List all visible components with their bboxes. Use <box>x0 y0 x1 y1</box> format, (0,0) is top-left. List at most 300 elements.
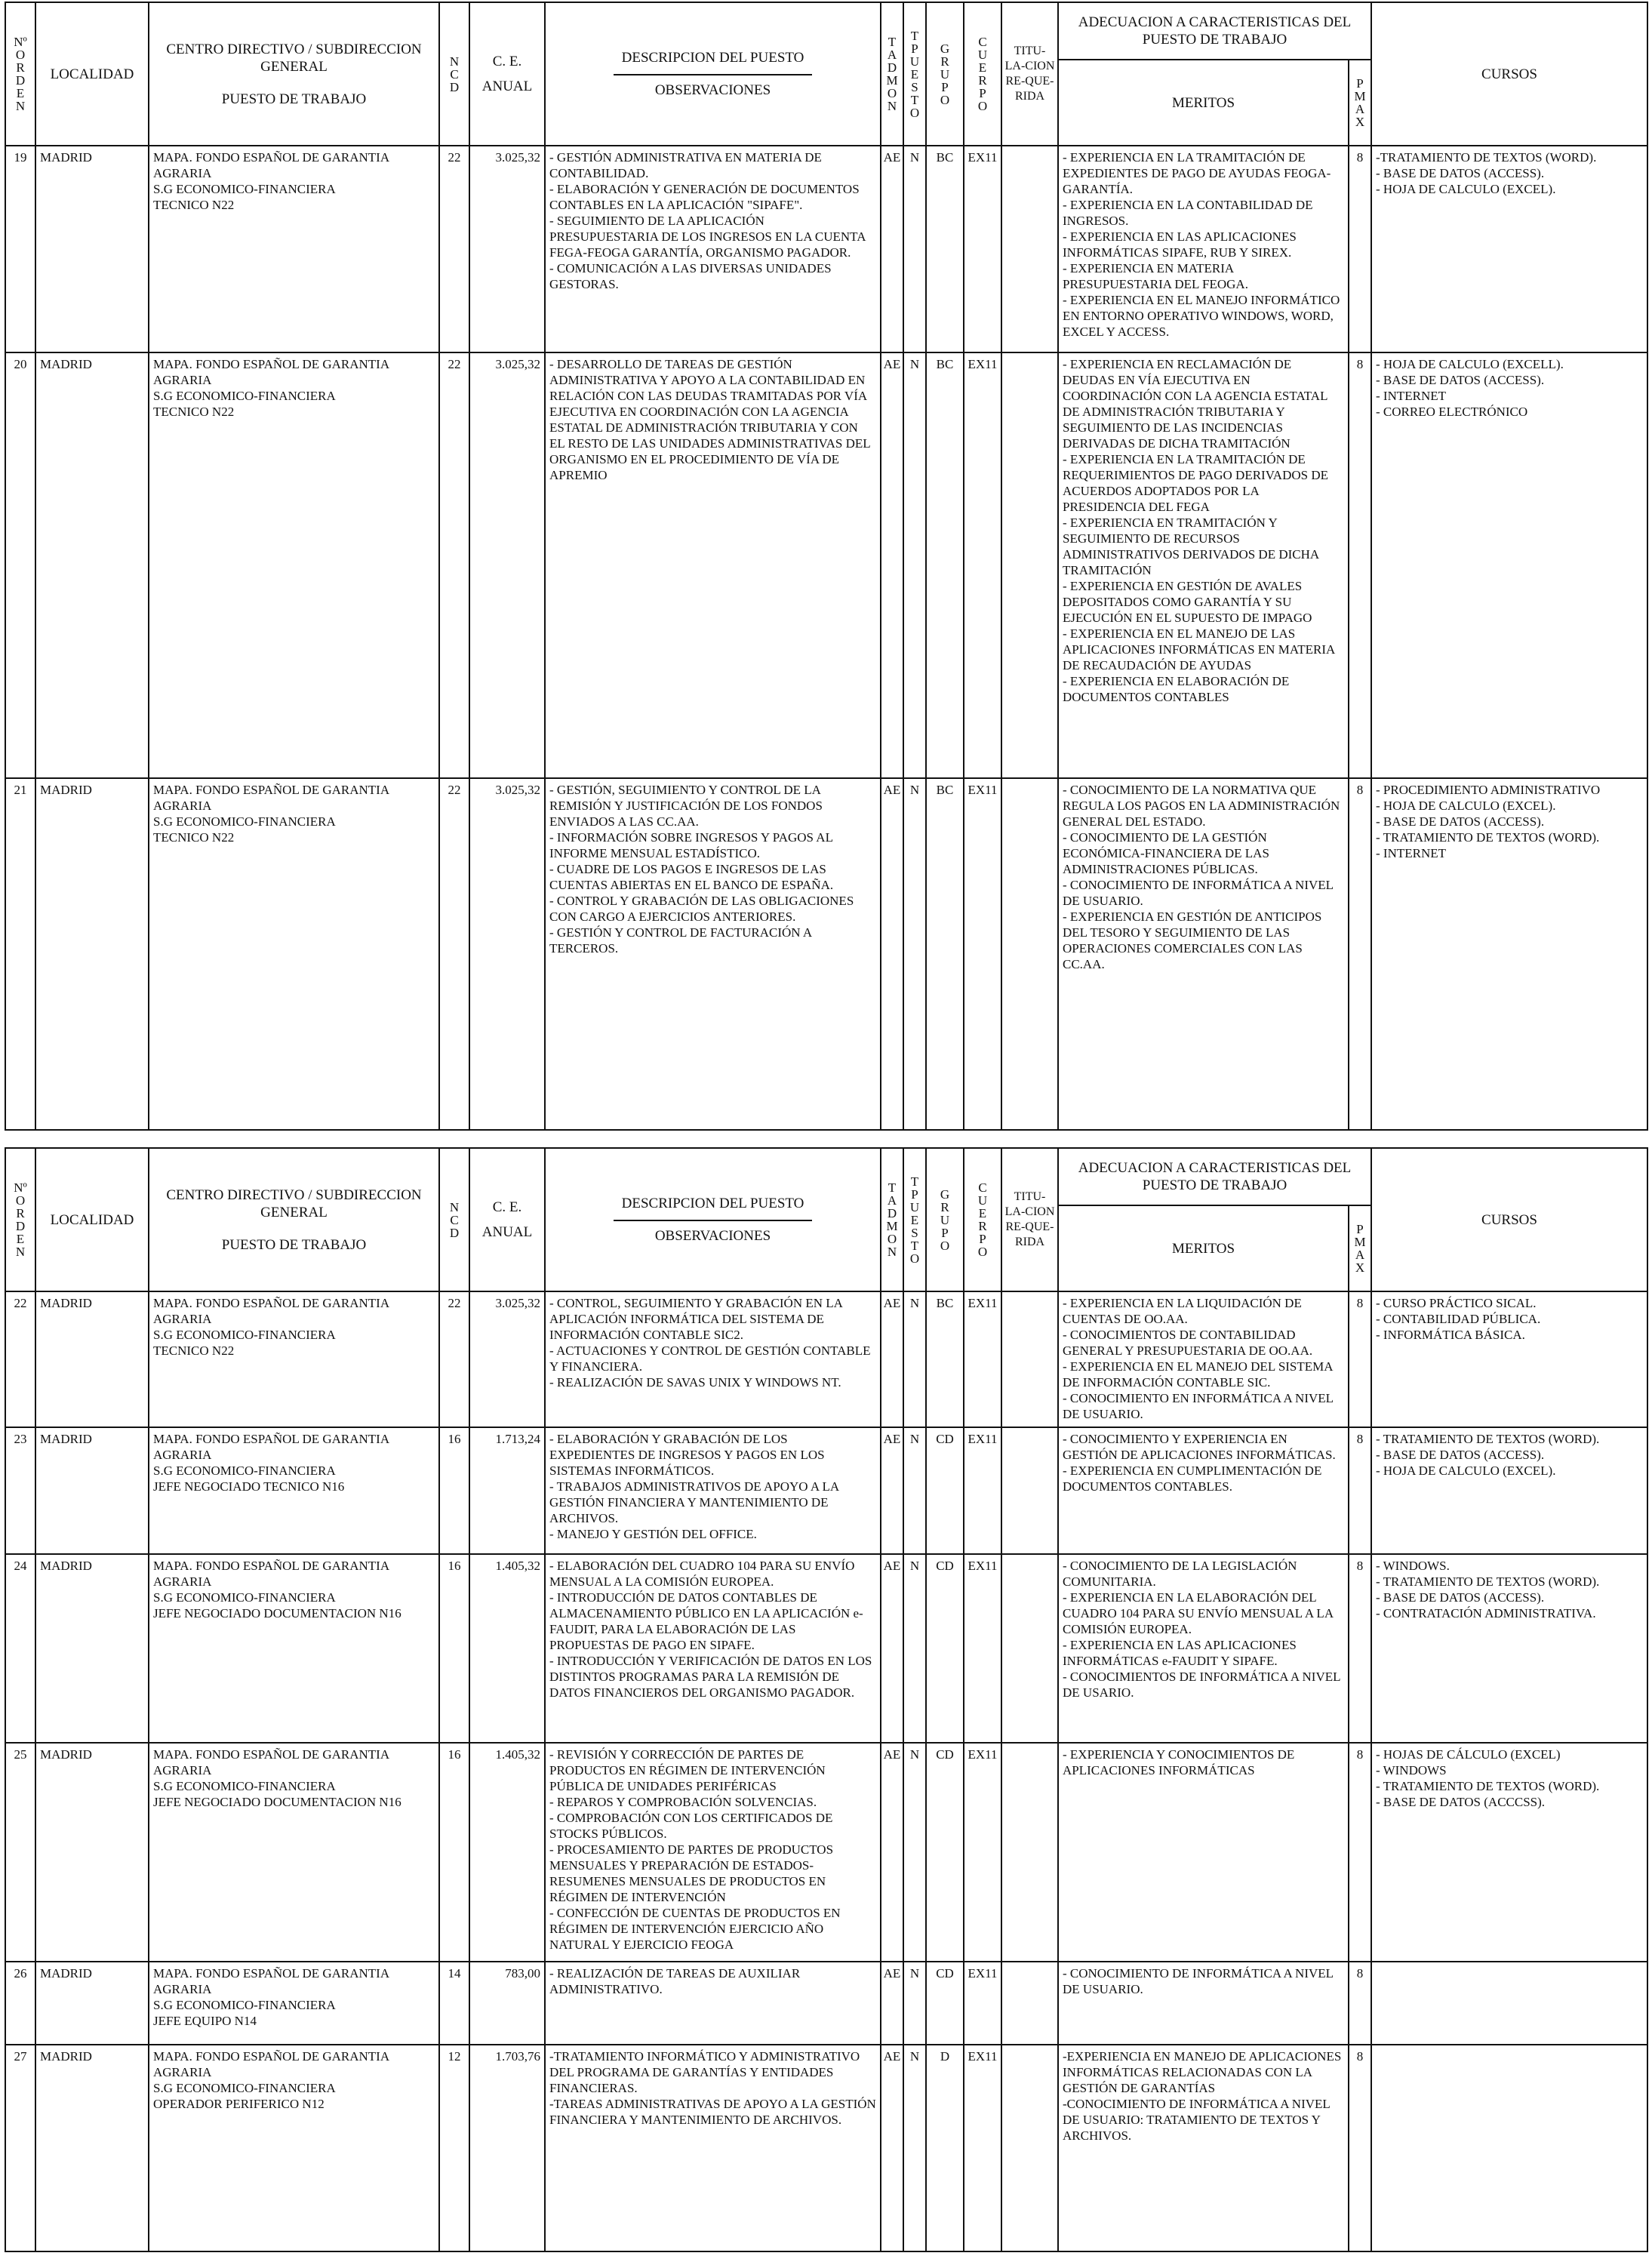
descripcion-cell-line: - CONFECCIÓN DE CUENTAS DE PRODUCTOS EN RÉGIMEN DE INTERVENCIÓN EJERCICIO AÑO NATURAL Y EJERCICIO FEOGA <box>549 1906 841 1952</box>
meritos-cell <box>1058 352 1349 778</box>
cursos-cell-line: -TRATAMIENTO DE TEXTOS (WORD). <box>1376 150 1597 165</box>
centro-cell-line: JEFE NEGOCIADO TECNICO N16 <box>153 1479 345 1494</box>
header-letter: P <box>911 41 918 56</box>
header-letter: X <box>1355 115 1365 129</box>
centro-cell-line: S.G ECONOMICO-FINANCIERA <box>153 389 336 403</box>
col-pmax <box>1349 1205 1371 1291</box>
orden-cell: 20 <box>5 352 35 778</box>
localidad-cell: MADRID <box>35 146 149 352</box>
localidad-cell: MADRID <box>35 1743 149 1962</box>
cursos-cell-line: - HOJA DE CALCULO (EXCEL). <box>1376 1463 1556 1478</box>
cursos-cell-line: - CONTABILIDAD PÚBLICA. <box>1376 1312 1541 1326</box>
header-rule <box>614 1220 811 1221</box>
centro-cell-line: MAPA. FONDO ESPAÑOL DE GARANTIA AGRARIA <box>153 150 389 180</box>
col-ce-sub: ANUAL <box>481 78 533 94</box>
grupo-cell: D <box>926 2045 964 2251</box>
ce-cell: 783,00 <box>469 1962 545 2045</box>
header-letter: Nº <box>14 1180 27 1195</box>
centro-cell-line: S.G ECONOMICO-FINANCIERA <box>153 1779 336 1793</box>
cursos-cell-line: - BASE DE DATOS (ACCCSS). <box>1376 1795 1546 1809</box>
cursos-cell <box>1371 1554 1647 1743</box>
meritos-cell <box>1058 778 1349 1130</box>
meritos-cell-line: - CONOCIMIENTO Y EXPERIENCIA EN GESTIÓN DE APLICACIONES INFORMÁTICAS. <box>1063 1432 1336 1462</box>
descripcion-cell <box>545 1291 881 1427</box>
centro-cell <box>149 352 439 778</box>
header-letter: M <box>1354 1235 1366 1249</box>
cursos-cell-line: - HOJA DE CALCULO (EXCEL). <box>1376 182 1556 196</box>
header-letter: R <box>16 1206 25 1220</box>
meritos-cell-line: - EXPERIENCIA EN MATERIA PRESUPUESTARIA DEL FEOGA. <box>1063 261 1248 291</box>
centro-cell-line: MAPA. FONDO ESPAÑOL DE GARANTIA AGRARIA <box>153 357 389 387</box>
descripcion-cell <box>545 146 881 352</box>
header-letter: U <box>909 54 920 69</box>
cursos-cell-line: - HOJA DE CALCULO (EXCEL). <box>1376 799 1556 813</box>
col-ncd <box>439 2 469 146</box>
ncd-cell: 16 <box>439 1427 469 1554</box>
descripcion-cell-line: - TRABAJOS ADMINISTRATIVOS DE APOYO A LA GESTIÓN FINANCIERA Y MANTENIMIENTO DE ARCHIVOS. <box>549 1479 839 1525</box>
orden-cell: 26 <box>5 1962 35 2045</box>
cursos-cell-line: - WINDOWS <box>1376 1763 1447 1777</box>
cursos-cell <box>1371 146 1647 352</box>
header-letter: X <box>1355 1260 1365 1275</box>
cursos-cell-line: - TRATAMIENTO DE TEXTOS (WORD). <box>1376 1779 1600 1793</box>
tp-cell: N <box>903 1554 926 1743</box>
descripcion-cell-line: - MANEJO Y GESTIÓN DEL OFFICE. <box>549 1527 757 1541</box>
meritos-cell <box>1058 1554 1349 1743</box>
meritos-cell-line: - EXPERIENCIA EN LA LIQUIDACIÓN DE CUENTAS DE OO.AA. <box>1063 1296 1302 1326</box>
descripcion-cell <box>545 352 881 778</box>
header-letter: A <box>1355 102 1365 116</box>
ce-cell: 1.713,24 <box>469 1427 545 1554</box>
descripcion-cell-line: - REVISIÓN Y CORRECCIÓN DE PARTES DE PRODUCTOS EN RÉGIMEN DE INTERVENCIÓN PÚBLICA DE UNIDADES PERIFÉRICAS <box>549 1747 826 1793</box>
col-centro-title: CENTRO DIRECTIVO / SUBDIRECCION GENERAL <box>166 41 422 75</box>
col-descripcion <box>545 2 881 146</box>
descripcion-cell-line: - INFORMACIÓN SOBRE INGRESOS Y PAGOS AL INFORME MENSUAL ESTADÍSTICO. <box>549 830 833 860</box>
cuerpo-cell: EX11 <box>964 146 1001 352</box>
descripcion-cell-line: - CUADRE DE LOS PAGOS E INGRESOS DE LAS CUENTAS ABIERTAS EN EL BANCO DE ESPAÑA. <box>549 862 834 892</box>
cuerpo-cell: EX11 <box>964 352 1001 778</box>
descripcion-cell-line: - GESTIÓN Y CONTROL DE FACTURACIÓN A TERCEROS. <box>549 925 812 956</box>
ncd-cell: 14 <box>439 1962 469 2045</box>
header-rule <box>614 74 811 75</box>
grupo-cell: CD <box>926 1962 964 2045</box>
header-letter: O <box>940 1238 950 1253</box>
orden-cell: 27 <box>5 2045 35 2251</box>
col-centro <box>149 2 439 146</box>
meritos-cell-line: - EXPERIENCIA EN EL MANEJO DE LAS APLICACIONES INFORMÁTICAS EN MATERIA DE RECAUDACIÓN DE AYUDAS <box>1063 626 1335 672</box>
adm-cell: AE <box>881 146 903 352</box>
meritos-cell-line: - CONOCIMIENTO DE LA LEGISLACIÓN COMUNITARIA. <box>1063 1559 1297 1589</box>
descripcion-cell-line: - COMUNICACIÓN A LAS DIVERSAS UNIDADES GESTORAS. <box>549 261 832 291</box>
cursos-cell-line: - TRATAMIENTO DE TEXTOS (WORD). <box>1376 1432 1600 1446</box>
descripcion-cell-line: - DESARROLLO DE TAREAS DE GESTIÓN ADMINISTRATIVA Y APOYO A LA CONTABILIDAD EN RELACIÓN CON LAS DEUDAS TRAMITADAS POR VÍA EJECUTIVA EN COORDINACIÓN CON LA AGENCIA ESTATAL DE ADMINISTRACIÓN TRIBUTARIA Y CON EL RESTO DE LAS UNIDADES ADMINISTRATIVAS DEL ORGANISMO EN EL PROCEDIMIENTO DE VÍA DE APREMIO <box>549 357 871 482</box>
centro-cell-line: MAPA. FONDO ESPAÑOL DE GARANTIA AGRARIA <box>153 1432 389 1462</box>
meritos-cell-line: - EXPERIENCIA EN LA TRAMITACIÓN DE REQUERIMIENTOS DE PAGO DERIVADOS DE ACUERDOS ADOPTADOS POR LA PRESIDENCIA DEL FEGA <box>1063 452 1328 514</box>
positions-table-2 <box>5 1147 1648 2252</box>
header-letter: O <box>15 1193 26 1208</box>
header-letter: E <box>910 1212 919 1227</box>
cursos-cell-line: - CURSO PRÁCTICO SICAL. <box>1376 1296 1537 1310</box>
header-letter: N <box>887 99 897 113</box>
descripcion-cell-line: - INTRODUCCIÓN Y VERIFICACIÓN DE DATOS EN LOS DISTINTOS PROGRAMAS PARA LA REMISIÓN DE DATOS FINANCIEROS DEL ORGANISMO PAGADOR. <box>549 1654 872 1700</box>
header-letter: N <box>15 1245 26 1259</box>
col-titulacion: TITU-LA-CION RE-QUE-RIDA <box>1001 2 1058 146</box>
centro-cell <box>149 1427 439 1554</box>
centro-cell-line: S.G ECONOMICO-FINANCIERA <box>153 1998 336 2012</box>
titulacion-cell <box>1001 146 1058 352</box>
localidad-cell: MADRID <box>35 778 149 1130</box>
descripcion-cell <box>545 1554 881 1743</box>
col-desc-sub: OBSERVACIONES <box>654 1228 771 1244</box>
meritos-cell-line: - EXPERIENCIA EN ELABORACIÓN DE DOCUMENTOS CONTABLES <box>1063 674 1290 704</box>
descripcion-cell <box>545 2045 881 2251</box>
ce-cell: 3.025,32 <box>469 352 545 778</box>
table-row <box>5 2045 1647 2251</box>
meritos-cell <box>1058 1743 1349 1962</box>
table-row <box>5 1743 1647 1962</box>
cursos-cell-line: - BASE DE DATOS (ACCESS). <box>1376 1590 1545 1605</box>
header-letter: D <box>15 73 26 88</box>
header-letter: P <box>1356 76 1364 91</box>
header-letter: N <box>15 99 26 113</box>
centro-cell <box>149 146 439 352</box>
header-letter: R <box>940 1199 949 1214</box>
col-orden <box>5 1148 35 1291</box>
cursos-cell-line: - CORREO ELECTRÓNICO <box>1376 405 1528 419</box>
descripcion-cell-line: - ACTUACIONES Y CONTROL DE GESTIÓN CONTABLE Y FINANCIERA. <box>549 1343 871 1374</box>
col-adecuacion: ADECUACION A CARACTERISTICAS DEL PUESTO DE TRABAJO <box>1058 2 1371 60</box>
header-letter: C <box>450 1212 459 1227</box>
centro-cell <box>149 1291 439 1427</box>
table-header <box>5 2 1647 146</box>
pmax-cell: 8 <box>1349 146 1371 352</box>
col-orden <box>5 2 35 146</box>
tp-cell: N <box>903 146 926 352</box>
descripcion-cell-line: - REPAROS Y COMPROBACIÓN SOLVENCIAS. <box>549 1795 817 1809</box>
header-letter: C <box>978 1180 987 1195</box>
meritos-cell-line: - EXPERIENCIA EN CUMPLIMENTACIÓN DE DOCUMENTOS CONTABLES. <box>1063 1463 1322 1494</box>
cursos-cell-line: - BASE DE DATOS (ACCESS). <box>1376 373 1545 387</box>
titulacion-cell <box>1001 1962 1058 2045</box>
cursos-cell-line: - BASE DE DATOS (ACCESS). <box>1376 166 1545 180</box>
col-puesto-title: PUESTO DE TRABAJO <box>221 1236 367 1253</box>
adm-cell: AE <box>881 1291 903 1427</box>
descripcion-cell-line: - CONTROL, SEGUIMIENTO Y GRABACIÓN EN LA APLICACIÓN INFORMÁTICA DEL SISTEMA DE INFORMACIÓN CONTABLE SIC2. <box>549 1296 842 1342</box>
localidad-cell: MADRID <box>35 1554 149 1743</box>
header-letter: U <box>940 66 950 82</box>
ce-cell: 1.405,32 <box>469 1554 545 1743</box>
orden-cell: 22 <box>5 1291 35 1427</box>
header-letter: D <box>449 1225 460 1240</box>
table-row <box>5 1291 1647 1427</box>
descripcion-cell <box>545 1962 881 2045</box>
centro-cell-line: JEFE EQUIPO N14 <box>153 2014 257 2028</box>
header-letter: D <box>887 60 897 75</box>
table-row <box>5 146 1647 352</box>
header-letter: O <box>887 86 897 100</box>
header-letter: P <box>979 86 986 100</box>
titulacion-cell <box>1001 2045 1058 2251</box>
header-letter: T <box>910 28 919 43</box>
header-letter: D <box>15 1219 26 1233</box>
col-cuerpo <box>964 1148 1001 1291</box>
centro-cell-line: JEFE NEGOCIADO DOCUMENTACION N16 <box>153 1795 401 1809</box>
table-header <box>5 1148 1647 1291</box>
col-titulacion: TITU-LA-CION RE-QUE-RIDA <box>1001 1148 1058 1291</box>
descripcion-cell-line: - GESTIÓN ADMINISTRATIVA EN MATERIA DE CONTABILIDAD. <box>549 150 822 180</box>
col-tadmon <box>881 2 903 146</box>
col-desc-title: DESCRIPCION DEL PUESTO <box>621 50 804 66</box>
ce-cell: 1.703,76 <box>469 2045 545 2251</box>
centro-cell-line: TECNICO N22 <box>153 405 235 419</box>
cursos-cell-line: - WINDOWS. <box>1376 1559 1450 1573</box>
header-letter: N <box>449 1199 460 1214</box>
ncd-cell: 16 <box>439 1554 469 1743</box>
tp-cell: N <box>903 2045 926 2251</box>
centro-cell <box>149 2045 439 2251</box>
header-letter: N <box>449 54 460 69</box>
col-centro-title: CENTRO DIRECTIVO / SUBDIRECCION GENERAL <box>166 1186 422 1220</box>
col-desc-title: DESCRIPCION DEL PUESTO <box>621 1196 804 1211</box>
header-letter: R <box>978 1219 987 1233</box>
header-letter: P <box>1356 1222 1364 1236</box>
centro-cell-line: S.G ECONOMICO-FINANCIERA <box>153 182 336 196</box>
tp-cell: N <box>903 1962 926 2045</box>
cursos-cell-line: - INFORMÁTICA BÁSICA. <box>1376 1328 1525 1342</box>
col-desc-sub: OBSERVACIONES <box>654 82 771 98</box>
header-letter: G <box>940 1186 950 1202</box>
adm-cell: AE <box>881 1427 903 1554</box>
localidad-cell: MADRID <box>35 352 149 778</box>
grupo-cell: BC <box>926 1291 964 1427</box>
centro-cell-line: S.G ECONOMICO-FINANCIERA <box>153 1590 336 1605</box>
cursos-cell <box>1371 1743 1647 1962</box>
header-letter: T <box>910 92 919 107</box>
header-letter: C <box>450 66 459 82</box>
centro-cell <box>149 1743 439 1962</box>
centro-cell <box>149 778 439 1130</box>
cuerpo-cell: EX11 <box>964 1554 1001 1743</box>
meritos-cell-line: - EXPERIENCIA EN RECLAMACIÓN DE DEUDAS EN VÍA EJECUTIVA EN COORDINACIÓN CON LA AGENCIA ESTATAL DE ADMINISTRACIÓN TRIBUTARIA Y SEGUIMIENTO DE LAS INCIDENCIAS DERIVADAS DE DICHA TRAMITACIÓN <box>1063 357 1327 451</box>
centro-cell-line: MAPA. FONDO ESPAÑOL DE GARANTIA AGRARIA <box>153 1559 389 1589</box>
localidad-cell: MADRID <box>35 1291 149 1427</box>
centro-cell-line: TECNICO N22 <box>153 830 235 845</box>
table-row <box>5 778 1647 1130</box>
positions-table-1 <box>5 2 1648 1131</box>
table-row <box>5 1554 1647 1743</box>
localidad-cell: MADRID <box>35 1962 149 2045</box>
col-centro <box>149 1148 439 1291</box>
header-letter: E <box>16 1232 25 1246</box>
meritos-cell-line: - CONOCIMIENTO EN INFORMÁTICA A NIVEL DE USUARIO. <box>1063 1391 1334 1421</box>
meritos-cell-line: - CONOCIMIENTO DE INFORMÁTICA A NIVEL DE USUARIO. <box>1063 1966 1334 1996</box>
descripcion-cell-line: - COMPROBACIÓN CON LOS CERTIFICADOS DE STOCKS PÚBLICOS. <box>549 1811 833 1841</box>
col-puesto-title: PUESTO DE TRABAJO <box>221 91 367 107</box>
cursos-cell-line: - TRATAMIENTO DE TEXTOS (WORD). <box>1376 1574 1600 1589</box>
header-letter: E <box>978 60 987 75</box>
table-row <box>5 1962 1647 2045</box>
header-letter: E <box>910 66 919 82</box>
grupo-cell: CD <box>926 1427 964 1554</box>
header-letter: M <box>1354 89 1366 103</box>
col-localidad: LOCALIDAD <box>35 2 149 146</box>
grupo-cell: BC <box>926 352 964 778</box>
pmax-cell: 8 <box>1349 352 1371 778</box>
descripcion-cell-line: - ELABORACIÓN DEL CUADRO 104 PARA SU ENVÍO MENSUAL A LA COMISIÓN EUROPEA. <box>549 1559 855 1589</box>
meritos-cell-line: - EXPERIENCIA EN LAS APLICACIONES INFORMÁTICAS e-FAUDIT Y SIPAFE. <box>1063 1638 1297 1668</box>
centro-cell-line: JEFE NEGOCIADO DOCUMENTACION N16 <box>153 1606 401 1620</box>
descripcion-cell-line: -TAREAS ADMINISTRATIVAS DE APOYO A LA GESTIÓN FINANCIERA Y MANTENIMIENTO DE ARCHIVOS. <box>549 2097 876 2127</box>
centro-cell <box>149 1554 439 1743</box>
ncd-cell: 16 <box>439 1743 469 1962</box>
meritos-cell-line: - CONOCIMIENTOS DE INFORMÁTICA A NIVEL DE USARIO. <box>1063 1670 1340 1700</box>
cursos-cell-line: - CONTRATACIÓN ADMINISTRATIVA. <box>1376 1606 1596 1620</box>
header-letter: A <box>1355 1248 1365 1262</box>
centro-cell-line: OPERADOR PERIFERICO N12 <box>153 2097 325 2111</box>
meritos-cell-line: - EXPERIENCIA EN EL MANEJO INFORMÁTICO EN ENTORNO OPERATIVO WINDOWS, WORD, EXCEL Y ACCESS. <box>1063 293 1340 339</box>
header-letter: P <box>941 79 949 94</box>
header-letter: O <box>15 48 26 62</box>
cursos-cell <box>1371 1962 1647 2045</box>
table-body <box>5 1291 1647 2251</box>
header-letter: Nº <box>14 35 27 49</box>
cursos-cell <box>1371 778 1647 1130</box>
header-letter: D <box>887 1206 897 1220</box>
grupo-cell: CD <box>926 1554 964 1743</box>
meritos-cell-line: - EXPERIENCIA EN LA TRAMITACIÓN DE EXPEDIENTES DE PAGO DE AYUDAS FEOGA-GARANTÍA. <box>1063 150 1331 196</box>
tp-cell: N <box>903 1743 926 1962</box>
grupo-cell: BC <box>926 146 964 352</box>
pmax-cell: 8 <box>1349 1962 1371 2045</box>
cursos-cell <box>1371 352 1647 778</box>
col-ce <box>469 2 545 146</box>
header-letter: R <box>940 54 949 69</box>
cursos-cell <box>1371 2045 1647 2251</box>
meritos-cell-line: - EXPERIENCIA EN LA ELABORACIÓN DEL CUADRO 104 PARA SU ENVÍO MENSUAL A LA COMISIÓN EUROPEA. <box>1063 1590 1334 1636</box>
col-ce-sub: ANUAL <box>481 1224 533 1240</box>
header-letter: O <box>940 92 950 107</box>
meritos-cell-line: -CONOCIMIENTO DE INFORMÁTICA A NIVEL DE USUARIO: TRATAMIENTO DE TEXTOS Y ARCHIVOS. <box>1063 2097 1331 2143</box>
header-letter: O <box>909 1251 920 1266</box>
ncd-cell: 22 <box>439 778 469 1130</box>
col-ce <box>469 1148 545 1291</box>
meritos-cell-line: - EXPERIENCIA EN LAS APLICACIONES INFORMÁTICAS SIPAFE, RUB Y SIREX. <box>1063 229 1297 260</box>
descripcion-cell <box>545 1427 881 1554</box>
meritos-cell <box>1058 2045 1349 2251</box>
adm-cell: AE <box>881 1962 903 2045</box>
descripcion-cell-line: - PROCESAMIENTO DE PARTES DE PRODUCTOS MENSUALES Y PREPARACIÓN DE ESTADOS-RESUMENES MENSUALES DE PRODUCTOS EN RÉGIMEN DE INTERVENCIÓN <box>549 1842 834 1904</box>
adm-cell: AE <box>881 1743 903 1962</box>
tp-cell: N <box>903 1291 926 1427</box>
ce-cell: 3.025,32 <box>469 146 545 352</box>
centro-cell-line: S.G ECONOMICO-FINANCIERA <box>153 1463 336 1478</box>
col-pmax <box>1349 60 1371 146</box>
pmax-cell: 8 <box>1349 1743 1371 1962</box>
meritos-cell-line: - EXPERIENCIA Y CONOCIMIENTOS DE APLICACIONES INFORMÁTICAS <box>1063 1747 1295 1777</box>
centro-cell-line: MAPA. FONDO ESPAÑOL DE GARANTIA AGRARIA <box>153 783 389 813</box>
orden-cell: 21 <box>5 778 35 1130</box>
tp-cell: N <box>903 778 926 1130</box>
meritos-cell-line: - CONOCIMIENTO DE LA NORMATIVA QUE REGULA LOS PAGOS EN LA ADMINISTRACIÓN GENERAL DEL ESTADO. <box>1063 783 1340 829</box>
header-letter: P <box>911 1186 918 1202</box>
col-tpuesto <box>903 1148 926 1291</box>
adm-cell: AE <box>881 352 903 778</box>
cuerpo-cell: EX11 <box>964 2045 1001 2251</box>
header-letter: E <box>16 86 25 100</box>
col-grupo <box>926 1148 964 1291</box>
meritos-cell-line: - CONOCIMIENTO DE INFORMÁTICA A NIVEL DE USUARIO. <box>1063 878 1334 908</box>
pmax-cell: 8 <box>1349 2045 1371 2251</box>
ncd-cell: 12 <box>439 2045 469 2251</box>
header-letter: S <box>911 1225 918 1240</box>
meritos-cell <box>1058 1962 1349 2045</box>
header-letter: O <box>977 99 988 113</box>
ce-cell: 3.025,32 <box>469 1291 545 1427</box>
col-cuerpo <box>964 2 1001 146</box>
pmax-cell: 8 <box>1349 778 1371 1130</box>
descripcion-cell-line: - SEGUIMIENTO DE LA APLICACIÓN PRESUPUESTARIA DE LOS INGRESOS EN LA CUENTA FEGA-FEOGA GARANTÍA, ORGANISMO PAGADOR. <box>549 214 866 260</box>
titulacion-cell <box>1001 1554 1058 1743</box>
header-letter: O <box>887 1232 897 1246</box>
cuerpo-cell: EX11 <box>964 1291 1001 1427</box>
localidad-cell: MADRID <box>35 1427 149 1554</box>
meritos-cell <box>1058 1427 1349 1554</box>
meritos-cell-line: - CONOCIMIENTO DE LA GESTIÓN ECONÓMICA-FINANCIERA DE LAS ADMINISTRACIONES PÚBLICAS. <box>1063 830 1269 876</box>
header-letter: U <box>977 1193 988 1208</box>
tp-cell: N <box>903 352 926 778</box>
header-letter: T <box>910 1238 919 1253</box>
header-letter: E <box>978 1206 987 1220</box>
descripcion-cell <box>545 1743 881 1962</box>
descripcion-cell-line: - REALIZACIÓN DE SAVAS UNIX Y WINDOWS NT. <box>549 1375 841 1390</box>
titulacion-cell <box>1001 1427 1058 1554</box>
table-body <box>5 146 1647 1130</box>
cursos-cell-line: - PROCEDIMIENTO ADMINISTRATIVO <box>1376 783 1601 797</box>
centro-cell <box>149 1962 439 2045</box>
col-localidad: LOCALIDAD <box>35 1148 149 1291</box>
header-letter: U <box>909 1199 920 1214</box>
ce-cell: 3.025,32 <box>469 778 545 1130</box>
adm-cell: AE <box>881 1554 903 1743</box>
meritos-cell-line: - EXPERIENCIA EN GESTIÓN DE AVALES DEPOSITADOS COMO GARANTÍA Y SU EJECUCIÓN EN EL SUPUESTO DE IMPAGO <box>1063 579 1312 625</box>
header-letter: P <box>979 1232 986 1246</box>
header-letter: D <box>449 79 460 94</box>
descripcion-cell-line: - GESTIÓN, SEGUIMIENTO Y CONTROL DE LA REMISIÓN Y JUSTIFICACIÓN DE LOS FONDOS ENVIADOS A LAS CC.AA. <box>549 783 823 829</box>
descripcion-cell-line: -TRATAMIENTO INFORMÁTICO Y ADMINISTRATIVO DEL PROGRAMA DE GARANTÍAS Y ENTIDADES FINANCIERAS. <box>549 2049 860 2095</box>
meritos-cell-line: - EXPERIENCIA EN GESTIÓN DE ANTICIPOS DEL TESORO Y SEGUIMIENTO DE LAS OPERACIONES COMERCIALES CON LAS CC.AA. <box>1063 909 1322 971</box>
cursos-cell-line: - INTERNET <box>1376 846 1447 860</box>
col-cursos: CURSOS <box>1371 1148 1647 1291</box>
col-tadmon <box>881 1148 903 1291</box>
col-tpuesto <box>903 2 926 146</box>
cuerpo-cell: EX11 <box>964 1962 1001 2045</box>
meritos-cell-line: -EXPERIENCIA EN MANEJO DE APLICACIONES INFORMÁTICAS RELACIONADAS CON LA GESTIÓN DE GARANTÍAS <box>1063 2049 1342 2095</box>
header-letter: O <box>909 105 920 120</box>
descripcion-cell-line: - INTRODUCCIÓN DE DATOS CONTABLES DE ALMACENAMIENTO PÚBLICO EN LA APLICACIÓN e-FAUDIT, PARA LA ELABORACIÓN DE LAS PROPUESTAS DE PAGO EN SIPAFE. <box>549 1590 863 1652</box>
table-row <box>5 352 1647 778</box>
meritos-cell-line: - CONOCIMIENTOS DE CONTABILIDAD GENERAL Y PRESUPUESTARIA DE OO.AA. <box>1063 1328 1313 1358</box>
header-letter: G <box>940 41 950 56</box>
header-letter: U <box>977 48 988 62</box>
cursos-cell-line: - TRATAMIENTO DE TEXTOS (WORD). <box>1376 830 1600 845</box>
col-meritos: MERITOS <box>1058 1205 1349 1291</box>
ncd-cell: 22 <box>439 352 469 778</box>
centro-cell-line: MAPA. FONDO ESPAÑOL DE GARANTIA AGRARIA <box>153 2049 389 2079</box>
cursos-cell <box>1371 1427 1647 1554</box>
cursos-cell-line: - HOJAS DE CÁLCULO (EXCEL) <box>1376 1747 1561 1762</box>
centro-cell-line: MAPA. FONDO ESPAÑOL DE GARANTIA AGRARIA <box>153 1747 389 1777</box>
col-grupo <box>926 2 964 146</box>
